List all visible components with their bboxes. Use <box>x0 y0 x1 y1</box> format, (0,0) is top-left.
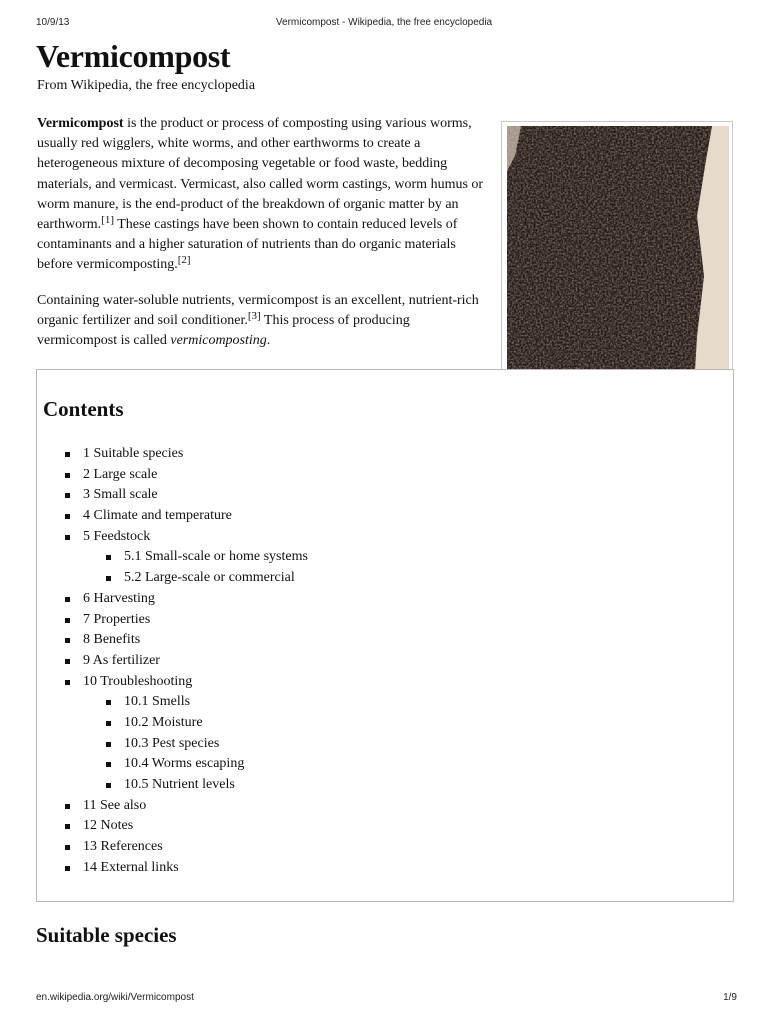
toc-item-label[interactable]: 10.5 Nutrient levels <box>124 777 235 792</box>
toc-item-label[interactable]: 10.3 Pest species <box>124 735 220 751</box>
toc-item[interactable] <box>37 754 637 775</box>
toc-item[interactable] <box>37 734 637 755</box>
toc-item[interactable] <box>37 858 637 879</box>
intro-paragraph <box>37 114 487 276</box>
bullet-icon <box>65 473 70 478</box>
toc-item-label[interactable]: 1 Suitable species <box>83 446 184 461</box>
ref-2-link[interactable]: [2] <box>177 254 191 267</box>
ref-1-link[interactable]: [1] <box>101 214 114 227</box>
toc-item[interactable] <box>37 816 637 837</box>
toc-item[interactable] <box>37 465 637 486</box>
toc-item-label[interactable]: 12 Notes <box>83 818 134 834</box>
toc-item[interactable] <box>37 589 637 610</box>
vermicompost-photo[interactable] <box>507 126 729 404</box>
bullet-icon <box>65 597 70 602</box>
bullet-icon <box>65 866 70 871</box>
bullet-icon <box>106 721 111 726</box>
toc-item-label[interactable]: 5.2 Large-scale or commercial <box>124 570 295 586</box>
toc-item-label[interactable]: 3 Small scale <box>83 487 158 503</box>
p2-text-3: . <box>266 333 271 349</box>
bullet-icon <box>65 804 70 809</box>
toc-item[interactable] <box>37 568 637 589</box>
bullet-icon <box>106 742 111 747</box>
bullet-icon <box>106 783 111 788</box>
toc-item-label[interactable]: 5.1 Small-scale or home systems <box>124 549 308 565</box>
toc-item-label[interactable]: 8 Benefits <box>83 632 141 648</box>
table-of-contents <box>36 369 734 902</box>
toc-list <box>37 444 637 878</box>
print-page-number: 1/9 <box>723 992 737 1003</box>
toc-item[interactable] <box>37 775 637 796</box>
intro-bold-term: Vermicompost <box>37 116 124 131</box>
toc-item-label[interactable]: 4 Climate and temperature <box>83 508 232 524</box>
section-heading-suitable-species: Suitable species <box>36 923 177 947</box>
toc-item[interactable] <box>37 610 637 631</box>
print-url: en.wikipedia.org/wiki/Vermicompost <box>36 992 194 1003</box>
bullet-icon <box>106 576 111 581</box>
bullet-icon <box>106 762 111 767</box>
bullet-icon <box>65 824 70 829</box>
bullet-icon <box>65 618 70 623</box>
toc-item-label[interactable]: 6 Harvesting <box>83 590 155 606</box>
bullet-icon <box>65 680 70 685</box>
bullet-icon <box>65 452 70 457</box>
toc-item[interactable] <box>37 630 637 651</box>
bullet-icon <box>65 493 70 498</box>
toc-item[interactable] <box>37 506 637 527</box>
toc-item-label[interactable]: 10.4 Worms escaping <box>124 756 245 772</box>
toc-item[interactable] <box>37 837 637 858</box>
toc-item[interactable] <box>37 692 637 713</box>
toc-item[interactable] <box>37 485 637 506</box>
second-paragraph <box>37 291 487 352</box>
toc-item[interactable] <box>37 796 637 817</box>
toc-item-label[interactable]: 14 External links <box>83 859 179 875</box>
ref-3-link[interactable]: [3] <box>247 310 261 323</box>
toc-item[interactable] <box>37 547 637 568</box>
print-date: 10/9/13 <box>36 17 70 28</box>
toc-item-label[interactable]: 13 References <box>83 839 163 855</box>
toc-item[interactable] <box>37 713 637 734</box>
toc-item-label[interactable]: 2 Large scale <box>83 466 158 482</box>
print-page-title: Vermicompost - Wikipedia, the free encyclopedia <box>275 17 493 28</box>
toc-item[interactable] <box>37 672 637 693</box>
toc-item[interactable] <box>37 651 637 672</box>
p2-text-1: Containing water-soluble nutrients, vermicompost is an excellent, nutrient-rich organic fertilizer and soil conditioner. <box>37 293 479 329</box>
bullet-icon <box>65 845 70 850</box>
toc-item-label[interactable]: 11 See also <box>83 797 147 813</box>
bullet-icon <box>65 514 70 519</box>
toc-item-label[interactable]: 10 Troubleshooting <box>83 673 193 689</box>
article-tagline: From Wikipedia, the free encyclopedia <box>37 78 256 93</box>
p2-italic-term: vermicomposting <box>170 333 267 349</box>
bullet-icon <box>65 638 70 643</box>
toc-item-label[interactable]: 10.2 Moisture <box>124 714 203 730</box>
bullet-icon <box>106 700 111 705</box>
bullet-icon <box>106 555 111 560</box>
article-title: Vermicompost <box>36 38 231 74</box>
toc-heading: Contents <box>43 397 124 421</box>
toc-item-label[interactable]: 9 As fertilizer <box>83 652 160 668</box>
toc-item-label[interactable]: 7 Properties <box>83 611 151 627</box>
p2-text-2: This process of producing vermicompost is called <box>37 313 410 349</box>
toc-item-label[interactable]: 10.1 Smells <box>124 694 191 710</box>
intro-text-1: is the product or process of composting using various worms, usually red wigglers, white worms, and other earthworms to create a heterogeneous mixture of decomposing vegetable or food waste, bedding materials, and vermicast. Vermicast, also called worm castings, worm humus or worm manure, is the end-product of the breakdown of organic matter by an earthworm. <box>37 116 484 233</box>
toc-item[interactable] <box>37 444 637 465</box>
toc-item-label[interactable]: 5 Feedstock <box>83 528 151 544</box>
bullet-icon <box>65 659 70 664</box>
bullet-icon <box>65 535 70 540</box>
toc-item[interactable] <box>37 527 637 548</box>
intro-text-2: These castings have been shown to contain reduced levels of contaminants and a higher saturation of nutrients than do organic materials before vermicomposting. <box>37 217 458 273</box>
